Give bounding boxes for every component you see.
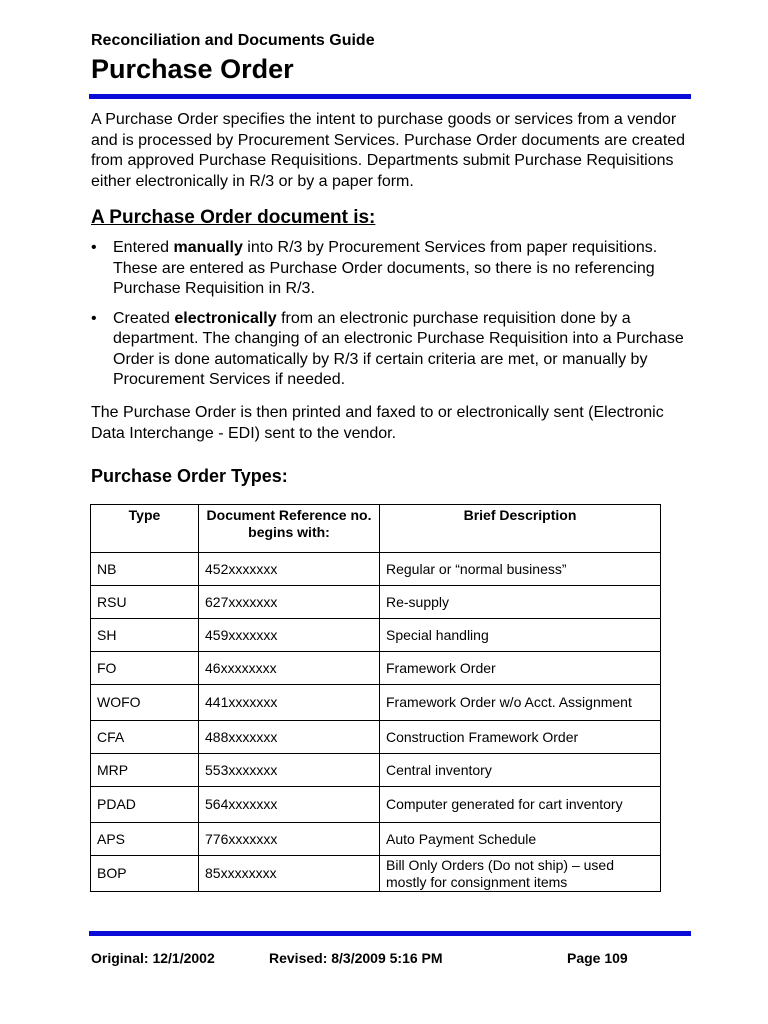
cell-description: Regular or “normal business” (380, 553, 661, 586)
cell-reference: 85xxxxxxxx (199, 856, 380, 892)
table-row (91, 619, 661, 652)
bullet-list (91, 238, 691, 391)
cell-description: Bill Only Orders (Do not ship) – used mostly for consignment items (380, 856, 661, 892)
bullet-text-post: into R/3 by Procurement Services from paper requisitions. These are entered as Purchase Order documents, so there is no referencing Purchase Requisition in R/3. (113, 239, 658, 297)
cell-reference: 776xxxxxxx (199, 823, 380, 856)
header-type: Type (91, 505, 199, 553)
cell-reference: 459xxxxxxx (199, 619, 380, 652)
cell-type: RSU (91, 586, 199, 619)
cell-description: Framework Order (380, 652, 661, 685)
page-title: Purchase Order (91, 54, 294, 84)
cell-reference: 452xxxxxxx (199, 553, 380, 586)
footer-rule (89, 931, 691, 936)
table-row (91, 754, 661, 787)
bullet-item (91, 238, 691, 300)
header-reference: Document Reference no. begins with: (199, 505, 380, 553)
footer-revised: Revised: 8/3/2009 5:16 PM (269, 950, 443, 966)
table-header-row (91, 505, 661, 553)
bullet-icon: • (91, 309, 97, 327)
cell-type: FO (91, 652, 199, 685)
table-row (91, 685, 661, 721)
header-rule (89, 94, 691, 99)
table-row (91, 721, 661, 754)
cell-description: Central inventory (380, 754, 661, 787)
types-heading: Purchase Order Types: (91, 466, 288, 486)
cell-type: PDAD (91, 787, 199, 823)
cell-type: SH (91, 619, 199, 652)
table-row (91, 787, 661, 823)
guide-title: Reconciliation and Documents Guide (91, 32, 375, 49)
bullet-item (91, 309, 691, 391)
cell-reference: 488xxxxxxx (199, 721, 380, 754)
cell-reference: 627xxxxxxx (199, 586, 380, 619)
cell-type: CFA (91, 721, 199, 754)
table-row (91, 553, 661, 586)
bullet-text-pre: Entered (113, 239, 174, 256)
footer-page-number: Page 109 (567, 950, 628, 966)
cell-reference: 441xxxxxxx (199, 685, 380, 721)
cell-description: Re-supply (380, 586, 661, 619)
cell-type: NB (91, 553, 199, 586)
bullet-text-bold: electronically (174, 309, 277, 327)
cell-reference: 564xxxxxxx (199, 787, 380, 823)
header-description: Brief Description (380, 505, 661, 553)
cell-description: Framework Order w/o Acct. Assignment (380, 685, 661, 721)
table-row (91, 856, 661, 892)
cell-type: WOFO (91, 685, 199, 721)
bullet-text-post: from an electronic purchase requisition done by a department. The changing of an electronic Purchase Requisition into a Purchase Order is done automatically by R/3 if certain criteria are met, or manually by Procurement Services if needed. (113, 309, 684, 388)
footer-original: Original: 12/1/2002 (91, 950, 215, 966)
intro-paragraph: A Purchase Order specifies the intent to purchase goods or services from a vendor and is processed by Procurement Services. Purchase Order documents are created from approved Purchase Requisitions. Departments submit Purchase Requisitions either electronically in R/3 or by a paper form. (91, 111, 686, 190)
cell-reference: 46xxxxxxxx (199, 652, 380, 685)
cell-description: Computer generated for cart inventory (380, 787, 661, 823)
edi-paragraph: The Purchase Order is then printed and faxed to or electronically sent (Electronic Data Interchange - EDI) sent to the vendor. (91, 404, 664, 442)
table-body (91, 553, 661, 892)
cell-type: MRP (91, 754, 199, 787)
table-row (91, 586, 661, 619)
bullet-text-pre: Created (113, 309, 175, 327)
table-row (91, 652, 661, 685)
bullet-text-bold: manually (173, 239, 243, 256)
cell-description: Construction Framework Order (380, 721, 661, 754)
cell-type: BOP (91, 856, 199, 892)
section-heading: A Purchase Order document is: (91, 207, 376, 228)
bullet-icon: • (91, 239, 97, 256)
purchase-order-types-table (90, 504, 661, 892)
table-row (91, 823, 661, 856)
cell-type: APS (91, 823, 199, 856)
cell-description: Auto Payment Schedule (380, 823, 661, 856)
cell-reference: 553xxxxxxx (199, 754, 380, 787)
cell-description: Special handling (380, 619, 661, 652)
